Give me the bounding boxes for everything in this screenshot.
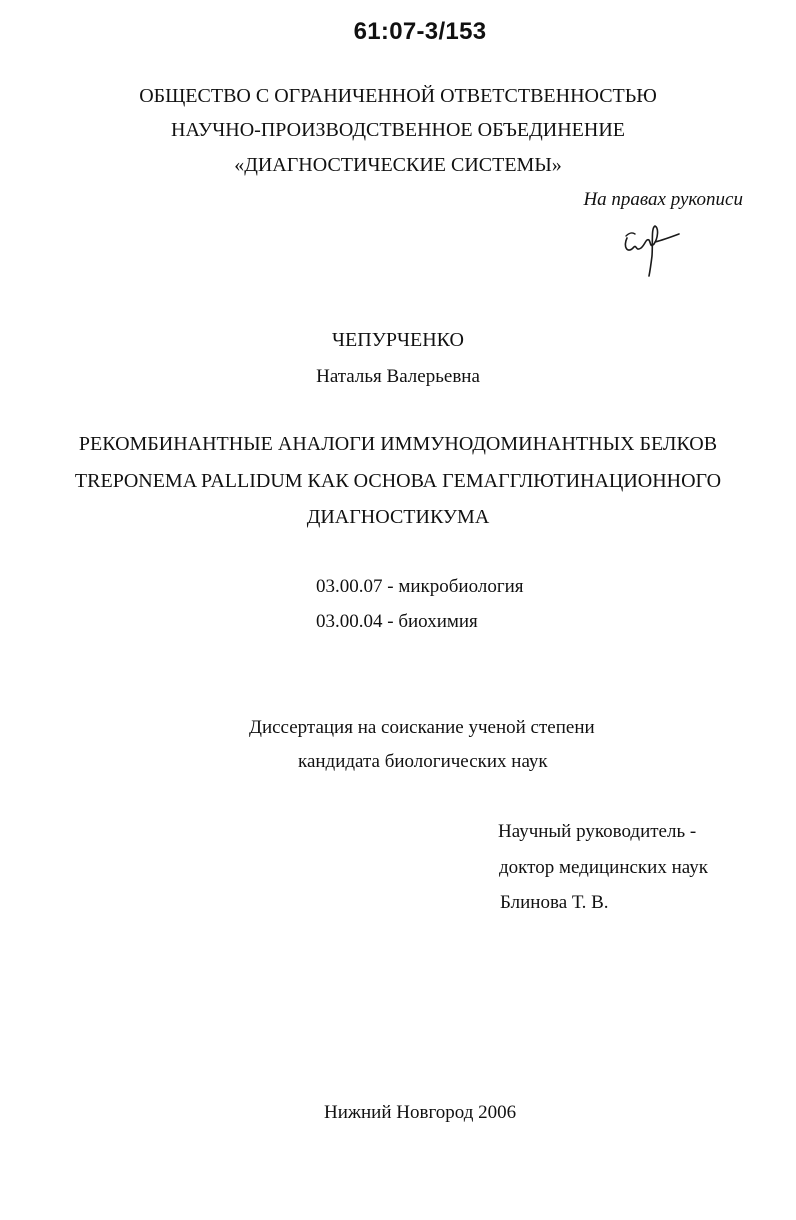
author-surname: ЧЕПУРЧЕНКО	[332, 329, 464, 351]
thesis-title-line-3: ДИАГНОСТИКУМА	[306, 506, 490, 528]
supervisor-role: Научный руководитель -	[498, 821, 697, 842]
place-and-year: Нижний Новгород 2006	[324, 1102, 517, 1123]
author-signature	[613, 216, 683, 278]
archive-stamp-number: 61:07-3/153	[353, 18, 487, 45]
thesis-title-line-1: РЕКОМБИНАНТНЫЕ АНАЛОГИ ИММУНОДОМИНАНТНЫХ БЕЛКОВ	[78, 433, 718, 455]
degree-line-2: кандидата биологических наук	[298, 751, 548, 772]
organization-line-1: ОБЩЕСТВО С ОГРАНИЧЕННОЙ ОТВЕТСТВЕННОСТЬЮ	[139, 85, 657, 107]
specialty-code-1: 03.00.07 - микробиология	[316, 576, 524, 597]
manuscript-rights-note: На правах рукописи	[583, 189, 743, 210]
supervisor-name: Блинова Т. В.	[500, 892, 609, 913]
degree-line-1: Диссертация на соискание ученой степени	[249, 717, 595, 738]
author-given-names: Наталья Валерьевна	[316, 366, 480, 387]
thesis-title-line-2: TREPONEMA PALLIDUM КАК ОСНОВА ГЕМАГГЛЮТИНАЦИОННОГО	[74, 470, 722, 492]
specialty-code-2: 03.00.04 - биохимия	[316, 611, 478, 632]
organization-line-2: НАУЧНО-ПРОИЗВОДСТВЕННОЕ ОБЪЕДИНЕНИЕ	[171, 119, 625, 141]
supervisor-title: доктор медицинских наук	[499, 857, 708, 878]
organization-line-3: «ДИАГНОСТИЧЕСКИЕ СИСТЕМЫ»	[234, 154, 562, 176]
